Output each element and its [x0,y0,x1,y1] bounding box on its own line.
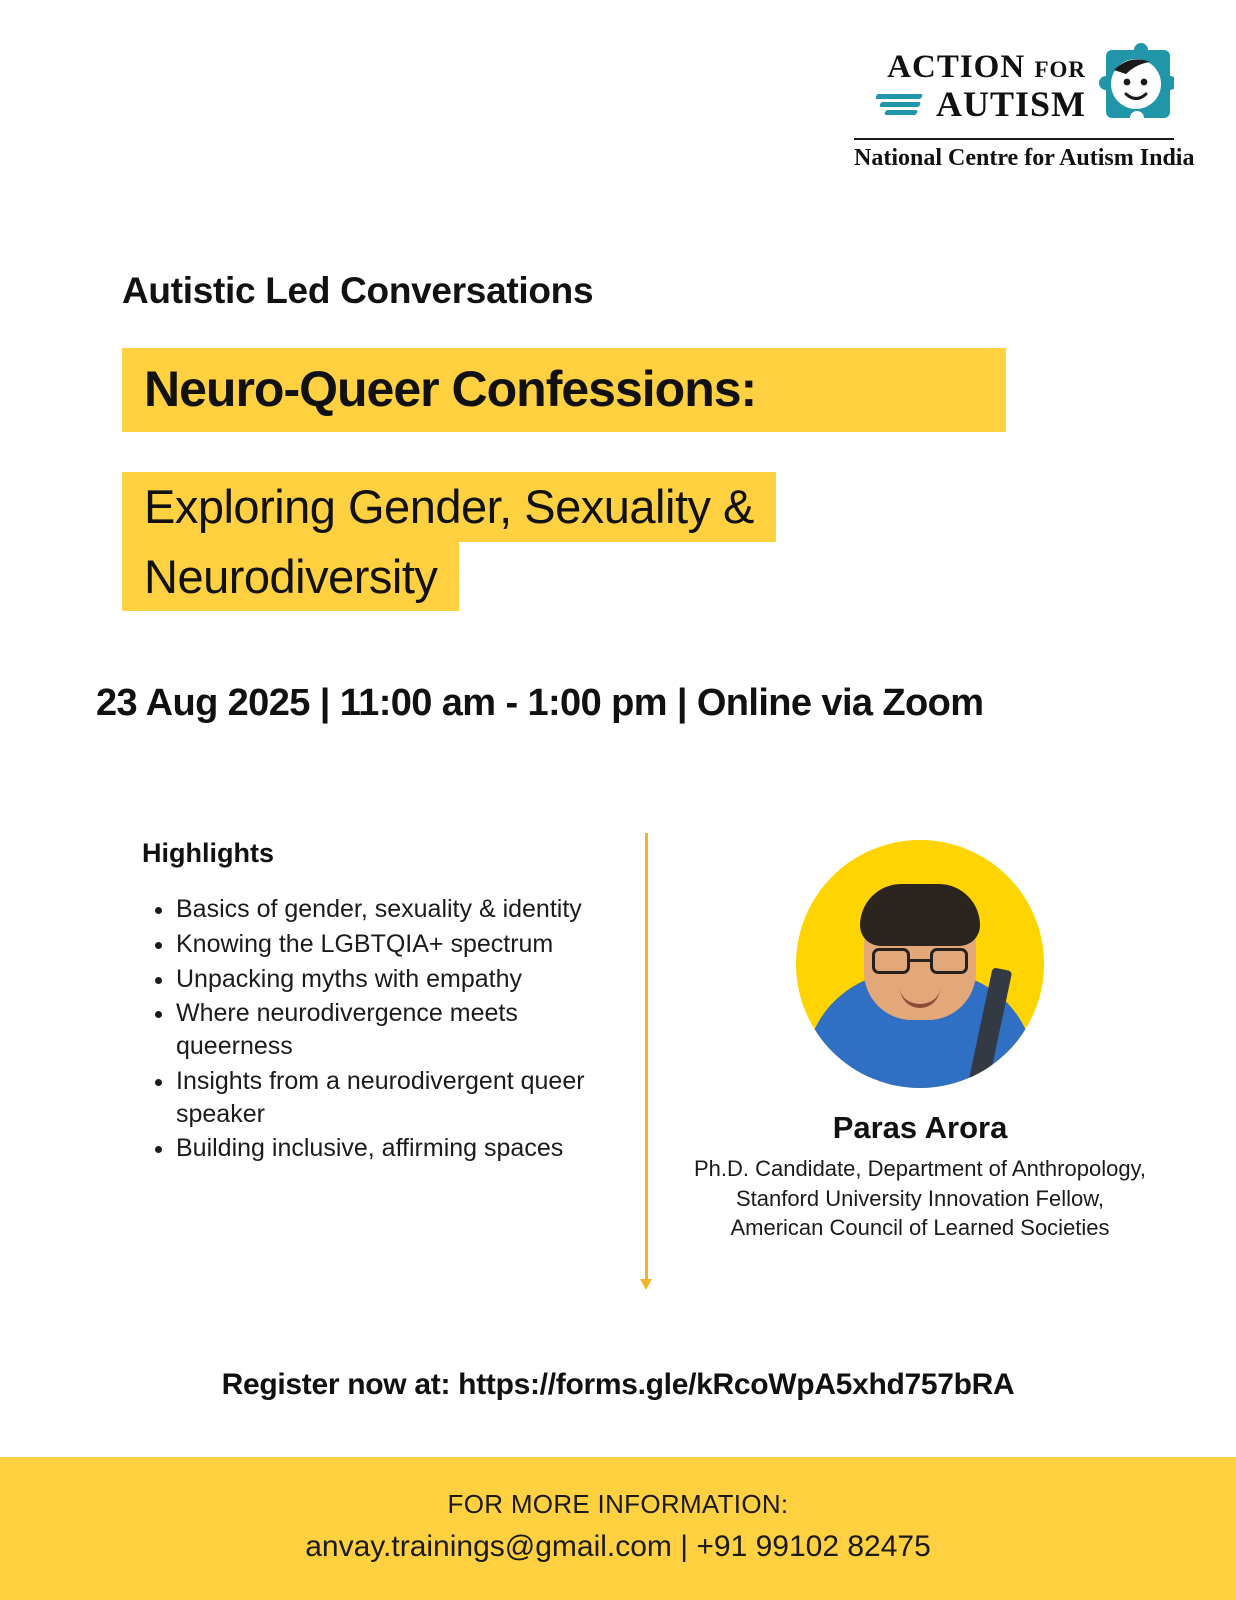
logo-autism-row [876,83,1086,124]
avatar [796,840,1044,1088]
list-item: • Basics of gender, sexuality & identity [176,893,612,926]
vertical-divider [645,833,648,1281]
list-item: • Where neurodivergence meets queerness [176,997,612,1063]
avatar-glasses-icon [872,948,968,974]
highlights-heading: Highlights [142,838,274,868]
avatar-hair [860,884,980,946]
list-item: • Insights from a neurodivergent queer speaker [176,1065,612,1131]
poster-title: Neuro-Queer Confessions: [122,348,1006,432]
logo-wordmark [876,48,1086,124]
organization-logo [854,40,1195,172]
speaker-section [690,840,1150,1243]
logo-autism-word: AUTISM [935,83,1086,124]
puzzle-face-icon [1096,40,1174,132]
poster-subtitle-line-1: Exploring Gender, Sexuality & [122,472,776,542]
logo-for-word: FOR [1034,56,1086,82]
list-item: • Building inclusive, affirming spaces [176,1132,612,1165]
registration-link[interactable]: Register now at: https://forms.gle/kRcoWpA5xhd757bRA [221,1368,1015,1401]
logo-action-text [876,48,1086,85]
poster-kicker: Autistic Led Conversations [122,270,594,311]
swoosh-icon [876,91,928,117]
list-item: • Knowing the LGBTQIA+ spectrum [176,928,612,961]
highlights-list [142,893,612,1165]
footer-bar [0,1457,1236,1600]
footer-contact[interactable]: anvay.trainings@gmail.com | +91 99102 82475 [305,1530,931,1563]
poster-subtitle [122,472,1006,611]
highlights-section [142,838,612,1167]
event-datetime: 23 Aug 2025 | 11:00 am - 1:00 pm | Online via Zoom [96,682,984,724]
logo-action-word: ACTION [887,48,1026,85]
list-item: • Unpacking myths with empathy [176,963,612,996]
speaker-bio: Ph.D. Candidate, Department of Anthropology, Stanford University Innovation Fellow, American Council of Learned Societies [693,1156,1147,1241]
poster-subtitle-line-2: Neurodiversity [122,542,459,612]
logo-tagline: National Centre for Autism India [854,138,1174,172]
footer-title: FOR MORE INFORMATION: [447,1489,789,1519]
speaker-name: Paras Arora [832,1110,1008,1145]
logo-row [854,40,1174,132]
